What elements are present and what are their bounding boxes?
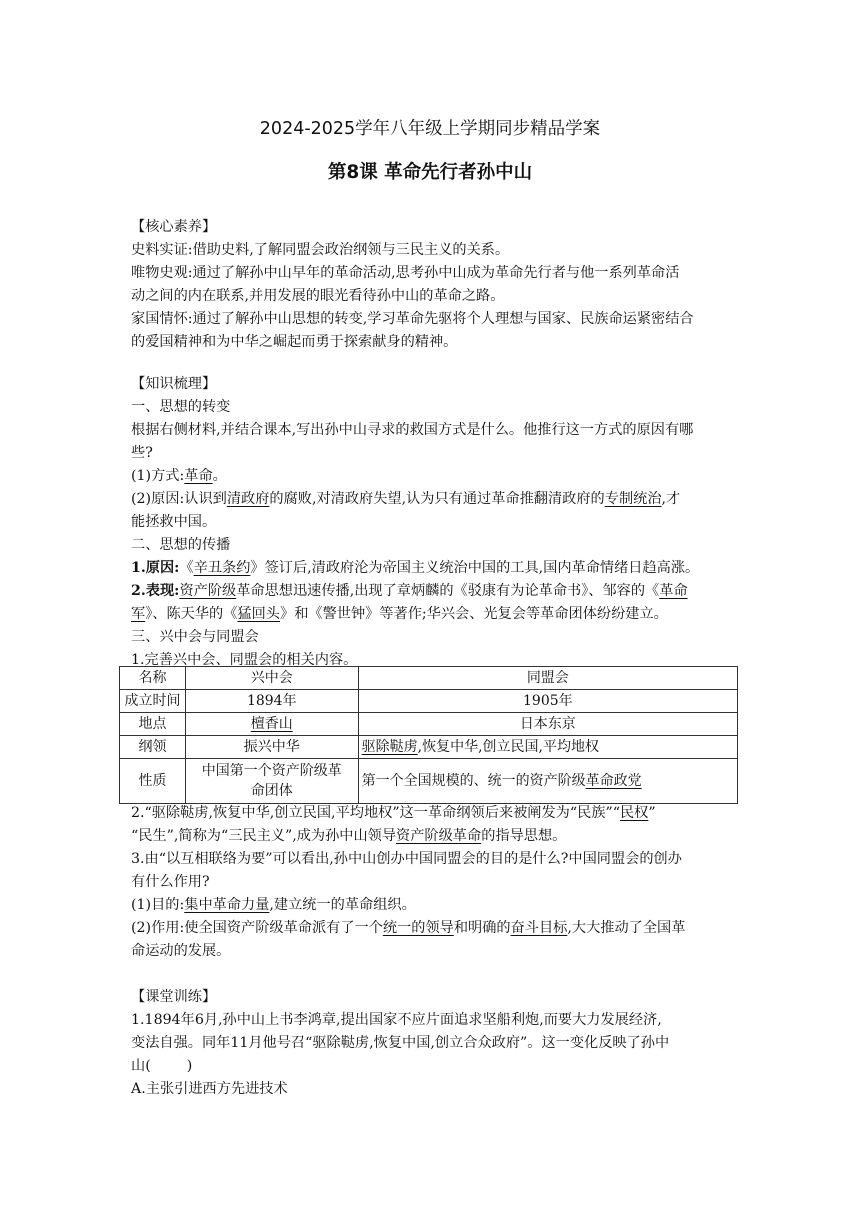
table-cell bbox=[185, 759, 358, 804]
answer-line bbox=[131, 917, 737, 940]
performance-line bbox=[131, 603, 737, 626]
table-header-cell: 同盟会 bbox=[358, 667, 737, 690]
answer-text: 和明确的 bbox=[453, 920, 511, 936]
answer-blank: 檀香山 bbox=[250, 716, 293, 732]
option-a: A.主张引进西方先进技术 bbox=[131, 1081, 288, 1097]
subsection-title: 一、思想的转变 bbox=[131, 399, 231, 415]
answer-text: (2)原因:认识到 bbox=[131, 491, 227, 507]
section-heading: 【知识梳理】 bbox=[131, 376, 217, 392]
question-line: 些? bbox=[131, 445, 153, 461]
table-intro: 1.完善兴中会、同盟会的相关内容。 bbox=[131, 652, 358, 668]
table-cell: 日本东京 bbox=[358, 713, 737, 736]
answer-line bbox=[131, 894, 737, 917]
table-row bbox=[120, 690, 738, 713]
table-header-cell: 兴中会 bbox=[185, 667, 358, 690]
subsection-title: 三、兴中会与同盟会 bbox=[131, 629, 259, 645]
question-line: 根据右侧材料,并结合课本,写出孙中山寻求的救国方式是什么。他推行这一方式的原因有哪 bbox=[131, 422, 694, 438]
answer-blank: 驱除鞑虏 bbox=[361, 739, 418, 755]
table-cell: 地点 bbox=[120, 713, 186, 736]
question-line: 1.1894年6月,孙中山上书李鸿章,提出国家不应片面追求坚船利炮,而要大力发展经济, bbox=[131, 1012, 662, 1028]
answer-blank: 奋斗目标 bbox=[510, 920, 568, 936]
answer-blank: 猛回头 bbox=[237, 606, 280, 622]
answer-blank: 军 bbox=[131, 606, 146, 622]
answer-text: 。 bbox=[212, 468, 227, 484]
answer-blank: 资产阶级革命 bbox=[396, 828, 482, 844]
answer-blank: 清政府 bbox=[226, 491, 270, 507]
table-row bbox=[120, 713, 738, 736]
answer-text: 的腐败,对清政府失望,认为只有通过革命推翻清政府的 bbox=[269, 491, 605, 507]
answer-blank: 革命 bbox=[659, 583, 688, 599]
paragraph-line bbox=[131, 802, 737, 825]
table-cell: 1905年 bbox=[358, 690, 737, 713]
answer-text: 》、陈天华的《 bbox=[145, 606, 238, 622]
answer-line bbox=[131, 488, 737, 511]
table-cell: 振兴中华 bbox=[185, 736, 358, 759]
answer-text: (1)目的: bbox=[131, 897, 185, 913]
table-cell: 成立时间 bbox=[120, 690, 186, 713]
answer-blank: 集中革命力量 bbox=[184, 897, 270, 913]
answer-text: 的指导思想。 bbox=[481, 828, 567, 844]
question-line: 变法自强。同年11月他号召“驱除鞑虏,恢复中国,创立合众政府”。这一变化反映了孙中 bbox=[131, 1035, 670, 1051]
cell-line: 命团体 bbox=[250, 783, 293, 799]
core-line: 动之间的内在联系,并用发展的眼光看待孙中山的革命之路。 bbox=[131, 288, 505, 304]
question-line: 3.由“以互相联络为要”可以看出,孙中山创办中国同盟会的目的是什么?中国同盟会的创办 bbox=[131, 851, 682, 867]
answer-blank: 资产阶级 bbox=[179, 583, 237, 599]
question-line: 有什么作用? bbox=[131, 874, 210, 890]
core-line: 家国情怀:通过了解孙中山思想的转变,学习革命先驱将个人理想与国家、民族命运紧密结合 bbox=[131, 311, 694, 327]
answer-blank: 革命政党 bbox=[585, 773, 642, 789]
answer-blank: 辛丑条约 bbox=[193, 560, 251, 576]
core-literacy-section bbox=[131, 216, 737, 354]
table-cell: 纲领 bbox=[120, 736, 186, 759]
answer-text: ,大大推动了全国革 bbox=[567, 920, 686, 936]
answer-text: ” bbox=[648, 805, 656, 821]
answer-text: (1)方式: bbox=[131, 468, 185, 484]
table-header-row bbox=[120, 667, 738, 690]
answer-line: 命运动的发展。 bbox=[131, 943, 231, 959]
cause-line bbox=[131, 557, 737, 580]
table-row bbox=[120, 736, 738, 759]
answer-text: ,建立统一的革命组织。 bbox=[269, 897, 416, 913]
document-title: 2024-2025学年八年级上学期同步精品学案 bbox=[259, 119, 601, 139]
table-cell bbox=[358, 759, 737, 804]
table-cell: 性质 bbox=[120, 759, 186, 804]
answer-text: “民生”,简称为“三民主义”,成为孙中山领导 bbox=[131, 828, 397, 844]
table-cell bbox=[358, 736, 737, 759]
answer-blank: 革命 bbox=[184, 468, 213, 484]
lesson-title: 第8课 革命先行者孙中山 bbox=[327, 162, 533, 183]
program-section bbox=[131, 802, 737, 963]
core-line: 唯物史观:通过了解孙中山早年的革命活动,思考孙中山成为革命先行者与他一系列革命活 bbox=[131, 265, 680, 281]
item-label: 1.原因: bbox=[131, 560, 180, 576]
table-cell: 1894年 bbox=[185, 690, 358, 713]
core-line: 的爱国精神和为中华之崛起而勇于探索献身的精神。 bbox=[131, 334, 458, 350]
core-line: 史料实证:借助史料,了解同盟会政治纲领与三民主义的关系。 bbox=[131, 242, 510, 258]
table-header-cell: 名称 bbox=[120, 667, 186, 690]
answer-blank: 统一的领导 bbox=[382, 920, 454, 936]
answer-text: (2)作用:使全国资产阶级革命派有了一个 bbox=[131, 920, 383, 936]
cell-line: 中国第一个资产阶级革 bbox=[201, 763, 342, 779]
answer-blank: 专制统治 bbox=[604, 491, 662, 507]
answer-line: 能拯救中国。 bbox=[131, 514, 217, 530]
item-label: 2.表现: bbox=[131, 583, 180, 599]
answer-blank: 民权 bbox=[619, 805, 649, 821]
answer-text: 第一个全国规模的、统一的资产阶级 bbox=[361, 773, 586, 789]
comparison-table bbox=[119, 666, 738, 804]
answer-text: 革命思想迅速传播,出现了章炳麟的《驳康有为论革命书》、邹容的《 bbox=[236, 583, 660, 599]
section-heading: 【核心素养】 bbox=[131, 219, 217, 235]
answer-text: ,恢复中华,创立民国,平均地权 bbox=[417, 739, 599, 755]
table-row bbox=[120, 759, 738, 804]
answer-text: ,才 bbox=[661, 491, 681, 507]
knowledge-section bbox=[131, 373, 737, 672]
paragraph-line bbox=[131, 825, 737, 848]
practice-section bbox=[131, 986, 737, 1101]
answer-text: 《 bbox=[179, 560, 194, 576]
subsection-title: 二、思想的传播 bbox=[131, 537, 231, 553]
performance-line bbox=[131, 580, 737, 603]
section-heading: 【课堂训练】 bbox=[131, 989, 217, 1005]
answer-text: 》和《警世钟》等著作;华兴会、光复会等革命团体纷纷建立。 bbox=[280, 606, 668, 622]
answer-line bbox=[131, 465, 737, 488]
table-cell bbox=[185, 713, 358, 736]
question-line: 山( ) bbox=[131, 1058, 193, 1074]
answer-text: 2.“驱除鞑虏,恢复中华,创立民国,平均地权”这一革命纲领后来被阐发为“民族”“ bbox=[131, 805, 620, 821]
answer-text: 》签订后,清政府沦为帝国主义统治中国的工具,国内革命情绪日趋高涨。 bbox=[250, 560, 700, 576]
